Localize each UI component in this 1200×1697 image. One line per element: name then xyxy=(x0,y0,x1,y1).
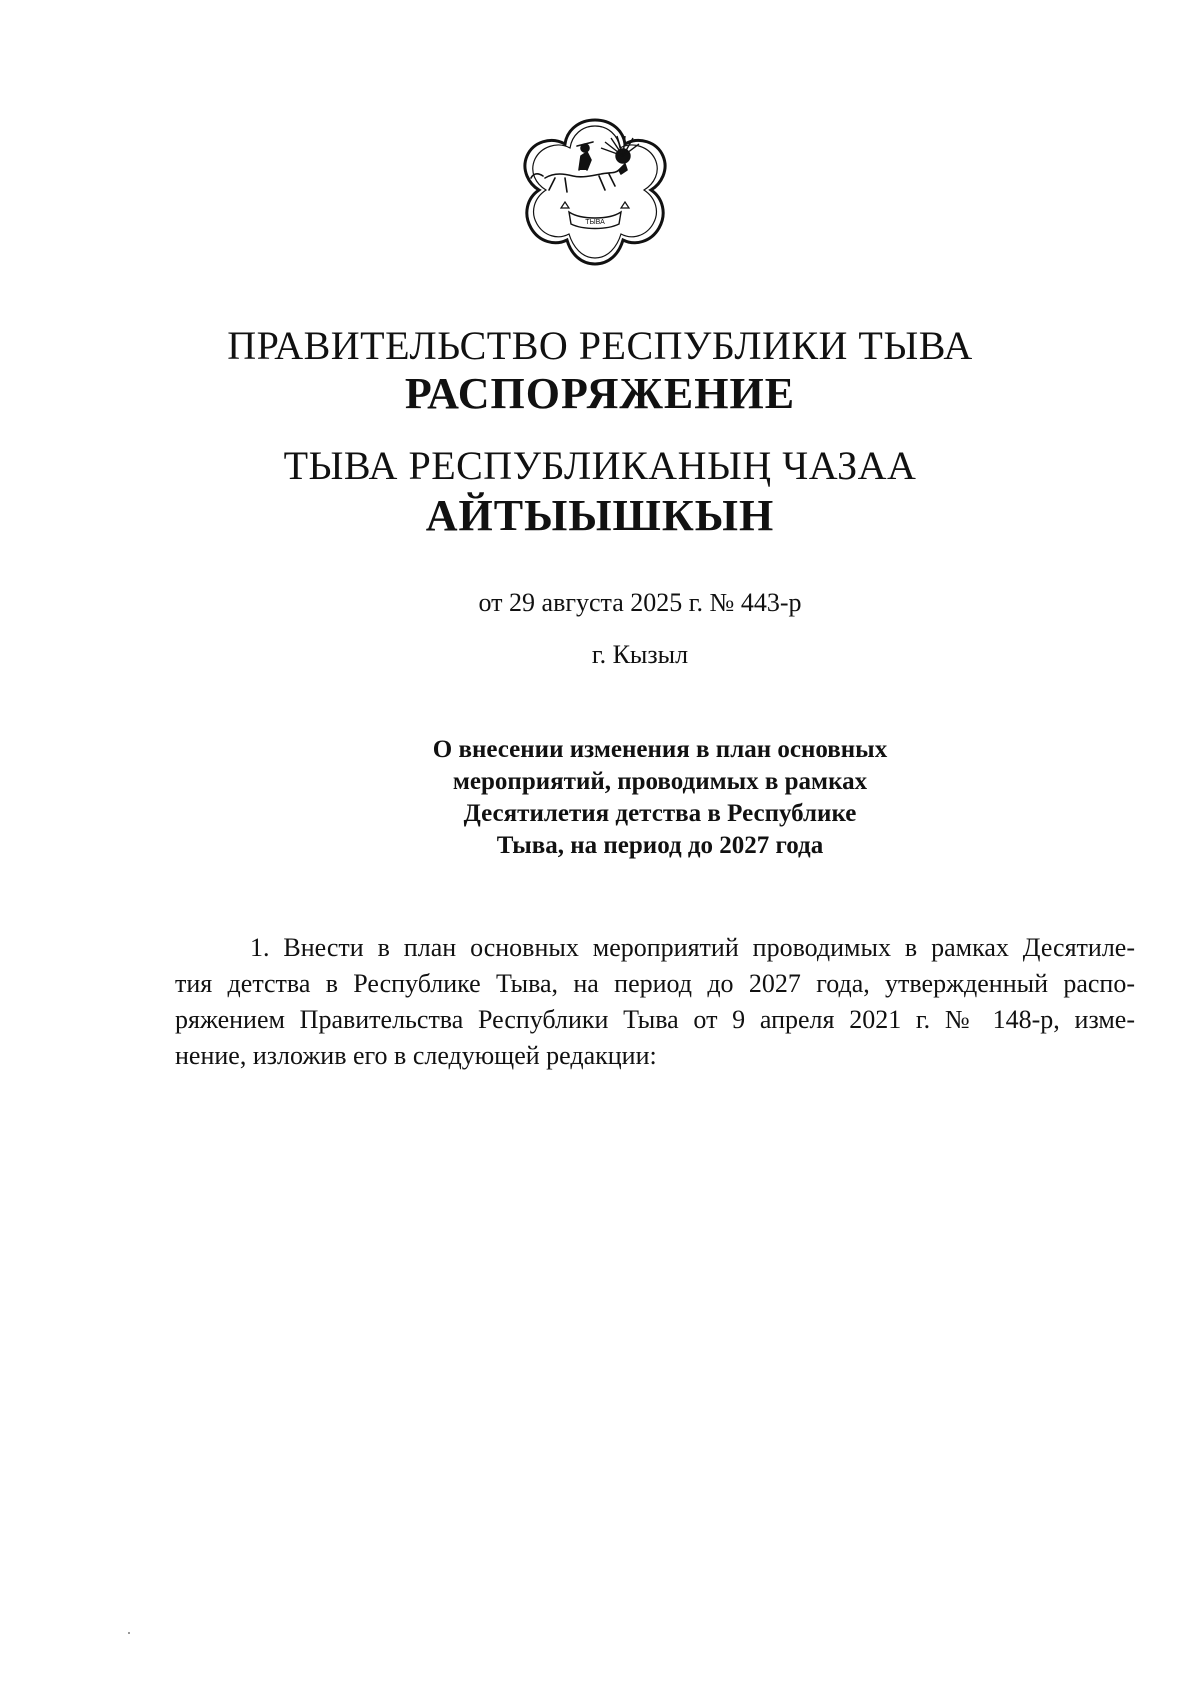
document-date-number: от 29 августа 2025 г. № 443-р xyxy=(478,588,802,617)
scan-speck xyxy=(128,1632,130,1634)
document-subject xyxy=(400,734,920,862)
paragraph-line: 1. Внести в план основных мероприятий проводимых в рамках Десятиле- xyxy=(250,933,1135,962)
emblem-ribbon-text: ТЫВА xyxy=(585,219,605,226)
tuva-coat-of-arms-icon xyxy=(515,112,675,272)
subject-line: Десятилетия детства в Республике xyxy=(463,800,857,827)
subject-line: Тыва, на период до 2027 года xyxy=(496,832,824,859)
government-title-tv: ТЫВА РЕСПУБЛИКАНЫҢ ЧАЗАА xyxy=(283,443,917,488)
document-type-tv: АЙТЫЫШКЫН xyxy=(425,491,775,540)
subject-line: О внесении изменения в план основных xyxy=(432,736,888,763)
subject-line: мероприятий, проводимых в рамках xyxy=(452,768,868,795)
paragraph-line: нение, изложив его в следующей редакции: xyxy=(175,1041,657,1070)
paragraph-line: ряжением Правительства Республики Тыва от 9 апреля 2021 г. № 148-р, изме- xyxy=(175,1005,1135,1034)
paragraph-line: тия детства в Республике Тыва, на период до 2027 года, утвержденный распо- xyxy=(175,969,1135,998)
document-type-ru: РАСПОРЯЖЕНИЕ xyxy=(404,369,796,418)
body-paragraph-1 xyxy=(175,930,1135,1074)
document-city: г. Кызыл xyxy=(591,640,689,669)
government-title-ru: ПРАВИТЕЛЬСТВО РЕСПУБЛИКИ ТЫВА xyxy=(227,323,973,368)
